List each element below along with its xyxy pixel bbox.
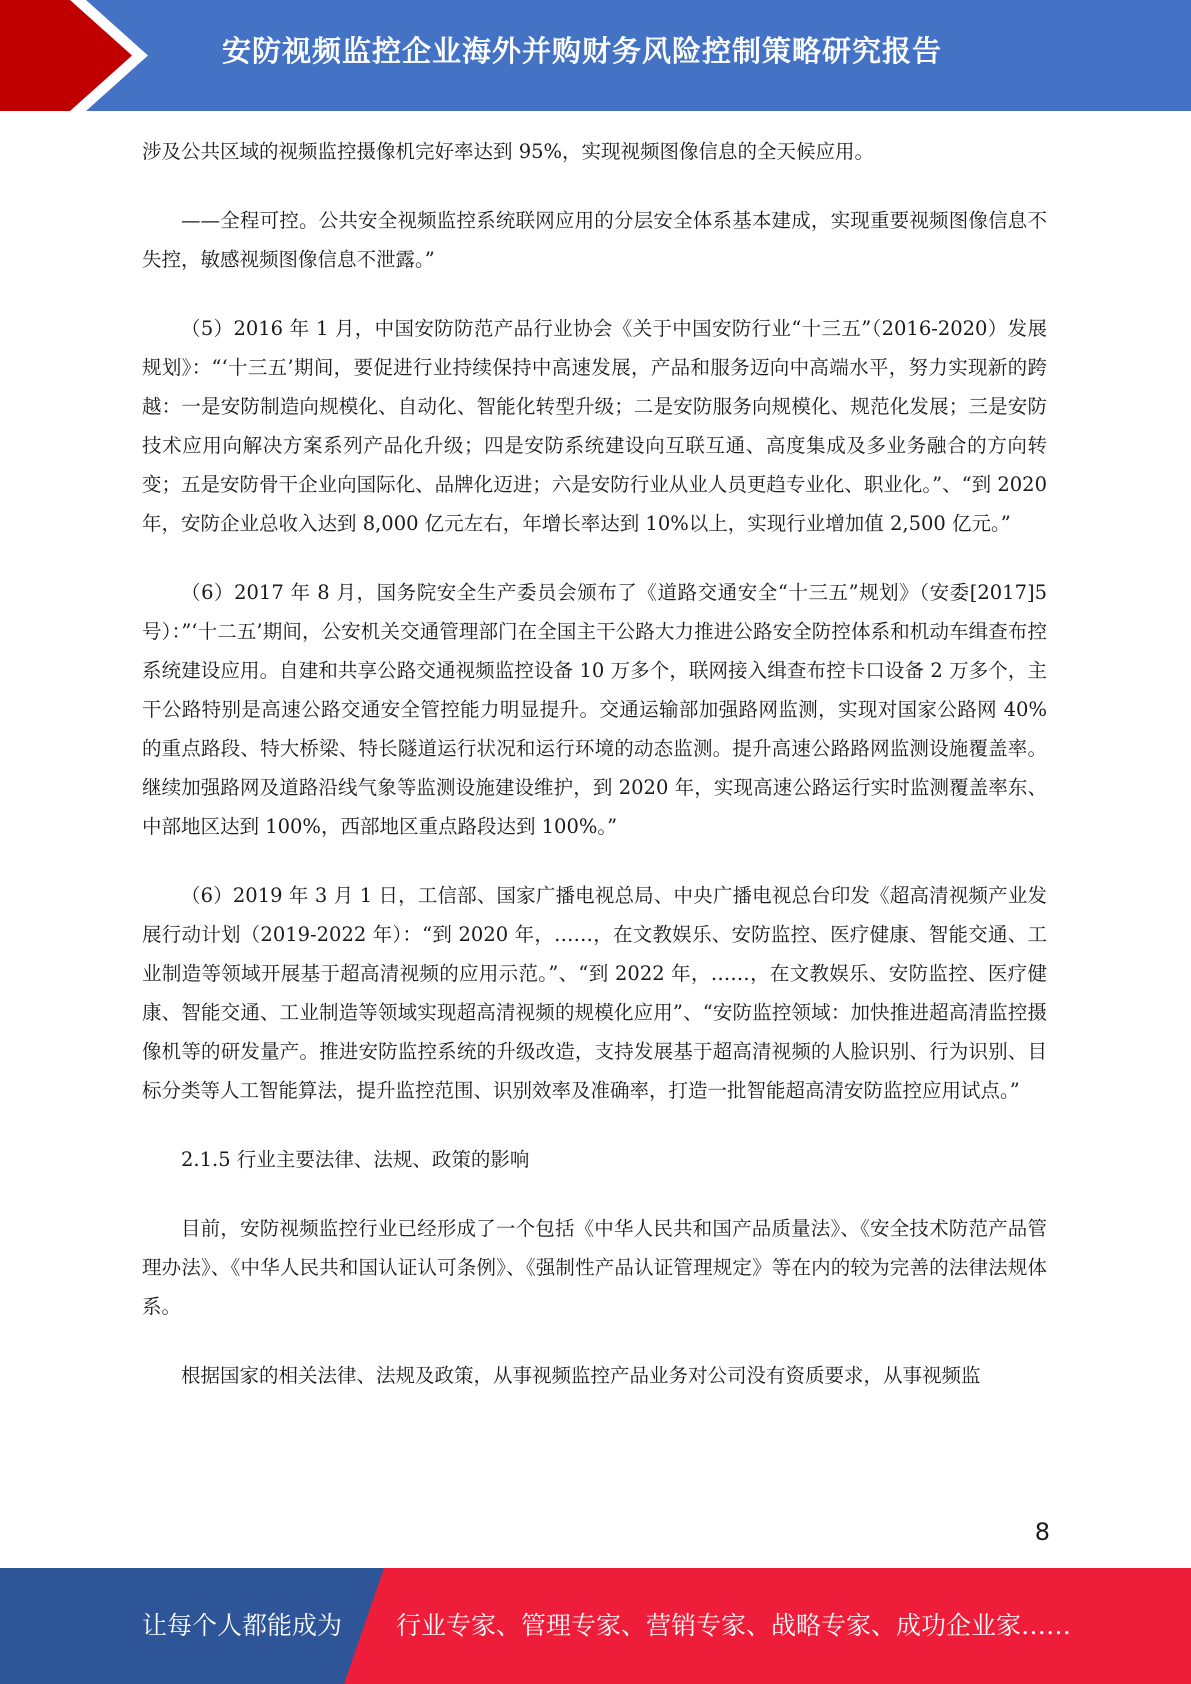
page-number: 8 (1034, 1518, 1050, 1546)
page-header (0, 0, 1191, 111)
paragraph-policy-2019: （6）2019 年 3 月 1 日，工信部、国家广播电视总局、中央广播电视总台印发《超高清视频产业发展行动计划（2019-2022 年）：“到 2020 年，……，在文教娱乐、安防监控、医疗健康、智能交通、工业制造等领域开展基于超高清视频的应用示范。”、“到 2022 年，……，在文教娱乐、安防监控、医疗健康、智能交通、工业制造等领域实现超高清视频的规模化应用”、“安防监控领域：加快推进超高清监控摄像机等的研发量产。推进安防监控系统的升级改造，支持发展基于超高清视频的人脸识别、行为识别、目标分类等人工智能算法，提升监控范围、识别效率及准确率，打造一批智能超高清安防监控应用试点。” (142, 884, 1047, 1102)
section-heading-2-1-5: 2.1.5 行业主要法律、法规、政策的影响 (181, 1148, 530, 1171)
paragraph-coverage: 涉及公共区域的视频监控摄像机完好率达到 95%，实现视频图像信息的全天候应用。 (142, 140, 875, 163)
page-footer (0, 1568, 1191, 1684)
paragraph-qualification: 根据国家的相关法律、法规及政策，从事视频监控产品业务对公司没有资质要求，从事视频监 (181, 1364, 981, 1387)
document-body (142, 132, 1047, 1425)
paragraph-policy-2017: （6）2017 年 8 月，国务院安全生产委员会颁布了《道路交通安全“十三五”规划》（安委[2017]5 号）：”‘十二五’期间，公安机关交通管理部门在全国主干公路大力推进公路安全防控体系和机动车缉查布控系统建设应用。自建和共享公路交通视频监控设备 10 万多个，联网接入缉查布控卡口设备 2 万多个，主干公路特别是高速公路交通安全管控能力明显提升。交通运输部加强路网监测，实现对国家公路网 40%的重点路段、特大桥梁、特长隧道运行状况和运行环境的动态监测。提升高速公路路网监测设施覆盖率。继续加强路网及道路沿线气象等监测设施建设维护，到 2020 年，实现高速公路运行实时监测覆盖率东、中部地区达到 100%，西部地区重点路段达到 100%。” (142, 581, 1047, 838)
paragraph-legal-system: 目前，安防视频监控行业已经形成了一个包括《中华人民共和国产品质量法》、《安全技术防范产品管理办法》、《中华人民共和国认证认可条例》、《强制性产品认证管理规定》等在内的较为完善的法律法规体系。 (142, 1217, 1047, 1318)
header-title: 安防视频监控企业海外并购财务风险控制策略研究报告 (222, 34, 943, 68)
footer-slogan-right: 行业专家、管理专家、营销专家、战略专家、成功企业家…… (396, 1611, 1072, 1640)
footer-slogan-left: 让每个人都能成为 (142, 1611, 343, 1640)
paragraph-policy-2016: （5）2016 年 1 月，中国安防防范产品行业协会《关于中国安防行业“十三五”（2016-2020）发展规划》：“‘十三五’期间，要促进行业持续保持中高速发展，产品和服务迈向中高端水平，努力实现新的跨越：一是安防制造向规模化、自动化、智能化转型升级；二是安防服务向规模化、规范化发展；三是安防技术应用向解决方案系列产品化升级；四是安防系统建设向互联互通、高度集成及多业务融合的方向转变；五是安防骨干企业向国际化、品牌化迈进；六是安防行业从业人员更趋专业化、职业化。”、“到 2020 年，安防企业总收入达到 8,000 亿元左右，年增长率达到 10%以上，实现行业增加值 2,500 亿元。” (142, 317, 1047, 535)
paragraph-full-control: ——全程可控。公共安全视频监控系统联网应用的分层安全体系基本建成，实现重要视频图像信息不失控，敏感视频图像信息不泄露。” (142, 209, 1047, 271)
